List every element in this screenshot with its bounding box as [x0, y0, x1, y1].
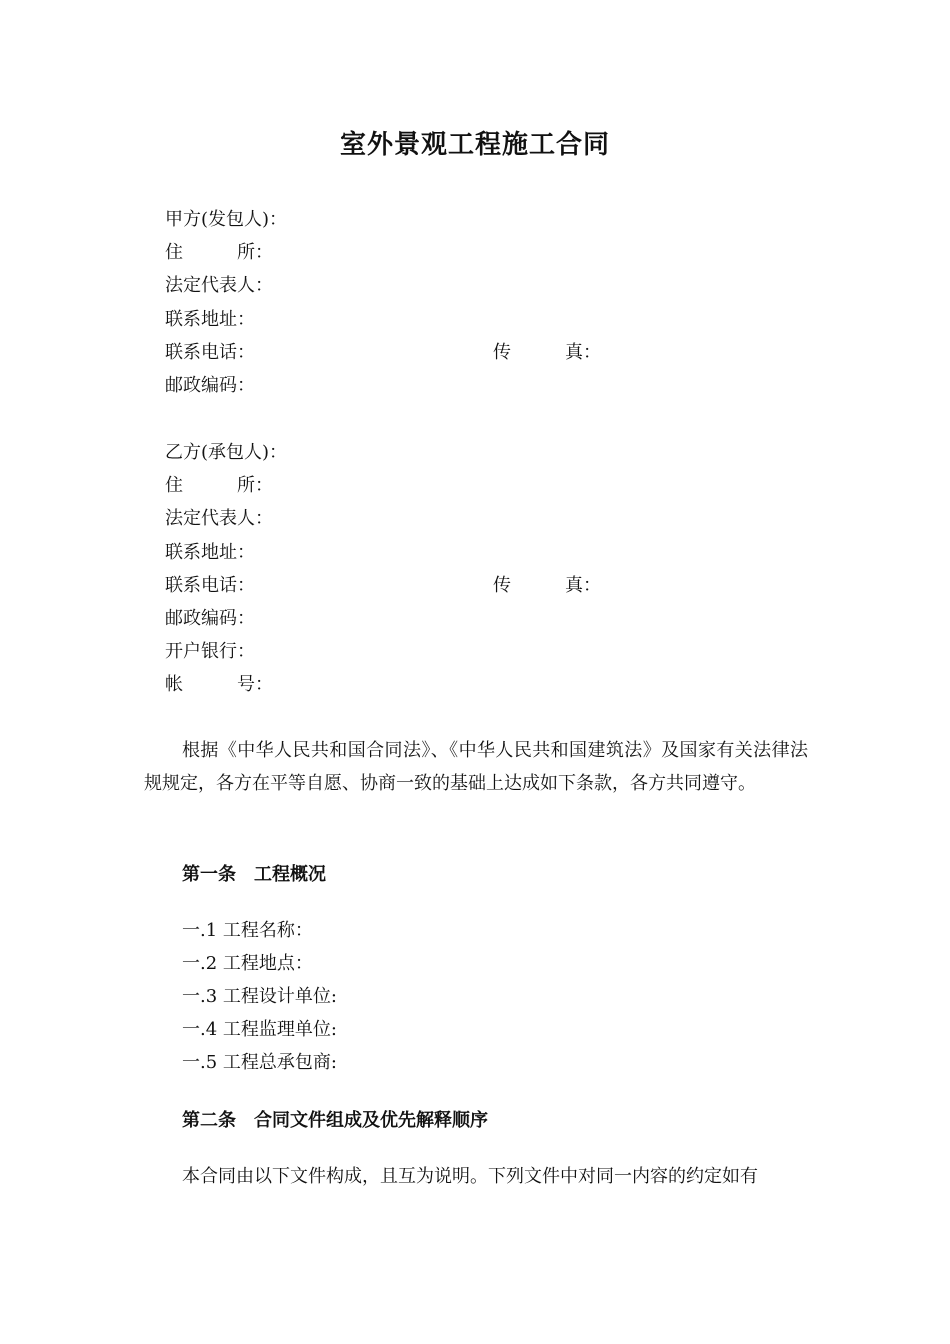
- party-b-heading: 乙方(承包人)：: [165, 442, 288, 463]
- party-b-phone: 联系电话：: [165, 574, 255, 596]
- list-item: 一.1 工程名称：: [182, 920, 313, 941]
- list-item: 一.2 工程地点：: [182, 953, 313, 974]
- party-a-address: 住 所：: [165, 242, 273, 264]
- party-a-heading: 甲方(发包人)：: [165, 209, 288, 230]
- party-a-phone: 联系电话：: [165, 341, 255, 363]
- list-item: 一.4 工程监理单位:: [182, 1019, 337, 1040]
- party-a-contact-address: 联系地址：: [165, 308, 255, 330]
- party-b-account: 帐 号：: [165, 674, 273, 696]
- party-b-address: 住 所：: [165, 475, 273, 497]
- article-1-items: [182, 914, 782, 1079]
- party-b-contact-address: 联系地址：: [165, 541, 255, 563]
- party-b-legal-rep: 法定代表人：: [165, 508, 273, 530]
- party-b-postcode: 邮政编码：: [165, 607, 255, 629]
- party-b-section: [165, 436, 805, 702]
- party-b-fax: 传 真：: [493, 574, 601, 596]
- article-1-heading: 第一条 工程概况: [182, 864, 326, 885]
- preamble-paragraph: 根据《中华人民共和国合同法》、《中华人民共和国建筑法》及国家有关法律法规规定，各方在平等自愿、协商一致的基础上达成如下条款，各方共同遵守。: [144, 740, 808, 794]
- party-b-bank: 开户银行：: [165, 641, 255, 663]
- article-2-text: 本合同由以下文件构成，且互为说明。下列文件中对同一内容的约定如有: [182, 1166, 758, 1187]
- document-title: 室外景观工程施工合同: [339, 130, 610, 160]
- party-a-fax: 传 真：: [493, 341, 601, 363]
- party-b-phone-row: [165, 569, 805, 602]
- party-a-section: [165, 203, 805, 402]
- party-a-postcode: 邮政编码：: [165, 374, 255, 396]
- list-item: 一.5 工程总承包商:: [182, 1052, 337, 1073]
- article-2-heading: 第二条 合同文件组成及优先解释顺序: [182, 1110, 488, 1131]
- party-a-legal-rep: 法定代表人：: [165, 275, 273, 297]
- list-item: 一.3 工程设计单位:: [182, 986, 337, 1007]
- party-a-phone-row: [165, 336, 805, 369]
